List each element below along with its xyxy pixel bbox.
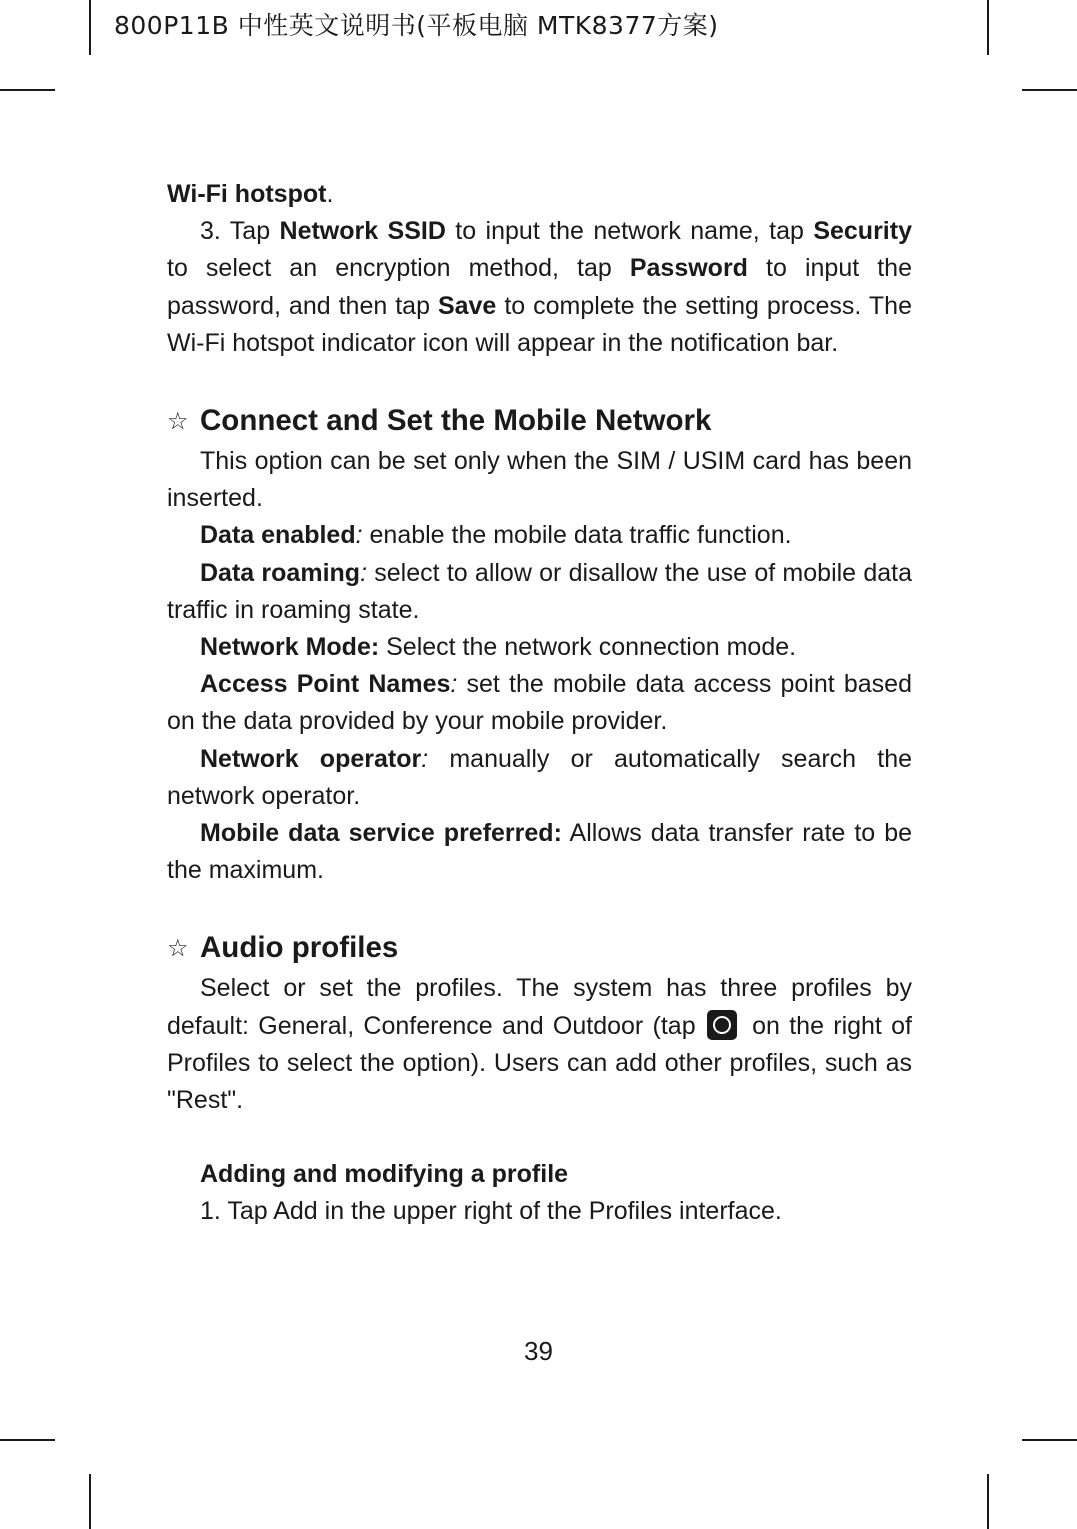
section-title: Audio profiles: [200, 931, 399, 965]
item-text: enable the mobile data traffic function.: [362, 521, 792, 550]
text-run: to select an encryption method, tap: [167, 254, 630, 283]
text-run: to input the network name, tap: [445, 217, 814, 246]
item-label: Data roaming: [200, 558, 361, 587]
text-run: Select or set the profiles. The system has three profiles by default: General, Conference and Outdoor (tap: [167, 974, 912, 1040]
page-content: [167, 176, 912, 1231]
crop-mark: [987, 1474, 989, 1529]
mobile-network-heading: [167, 399, 912, 443]
network-operator-item: [167, 741, 912, 815]
star-icon: ☆: [167, 934, 189, 963]
page-number: 39: [524, 1336, 553, 1366]
network-ssid-term: Network SSID: [279, 217, 446, 246]
subheading-text: Adding and modifying a profile: [200, 1160, 569, 1189]
spacer: [167, 362, 912, 399]
adding-profile-subheading: [167, 1156, 912, 1193]
audio-profiles-paragraph: [167, 970, 912, 1119]
crop-mark: [89, 1474, 91, 1529]
document-header-title: 800P11B 中性英文说明书(平板电脑 MTK8377方案): [114, 11, 719, 40]
crop-mark: [0, 89, 55, 91]
settings-icon: [707, 1010, 737, 1040]
text-run: on the right of Profiles to select the option). Users can add other profiles, such as "Rest".: [167, 1011, 912, 1115]
item-text: select to allow or disallow the use of mobile data traffic in roaming state.: [167, 558, 912, 624]
spacer: [167, 1119, 912, 1156]
security-term: Security: [813, 217, 912, 246]
data-enabled-item: [167, 517, 912, 554]
item-label: Data enabled: [200, 521, 356, 550]
crop-mark: [0, 1439, 55, 1441]
mobile-data-preferred-item: [167, 815, 912, 889]
item-label: Mobile data service preferred:: [200, 819, 562, 848]
item-separator: :: [355, 521, 363, 550]
save-term: Save: [437, 291, 497, 320]
audio-profiles-heading: [167, 926, 912, 970]
data-roaming-item: [167, 555, 912, 629]
network-mode-item: [167, 629, 912, 666]
item-separator: :: [360, 558, 368, 587]
step-number: 3. Tap: [200, 217, 280, 246]
hotspot-tail: .: [326, 180, 334, 208]
item-text: Select the network connection mode.: [379, 633, 797, 662]
crop-mark: [1022, 1439, 1077, 1441]
hotspot-term: Wi-Fi hotspot: [167, 180, 327, 208]
text-run: to complete the setting process. The Wi-Fi hotspot indicator icon will appear in the notification bar.: [167, 291, 912, 357]
item-text: Allows data transfer rate to be the maximum.: [167, 819, 912, 885]
item-label: Access Point Names: [200, 670, 451, 699]
item-label: Network operator: [200, 744, 422, 773]
item-separator: :: [450, 670, 458, 699]
item-text: manually or automatically search the network operator.: [167, 744, 912, 810]
crop-mark: [89, 0, 91, 55]
access-point-names-item: [167, 666, 912, 740]
crop-mark: [1022, 89, 1077, 91]
adding-profile-step-1: 1. Tap Add in the upper right of the Profiles interface.: [200, 1197, 782, 1226]
section-title: Connect and Set the Mobile Network: [200, 404, 712, 438]
text-run: to input the password, and then tap: [167, 254, 912, 320]
hotspot-line: [167, 176, 912, 213]
item-text: set the mobile data access point based on the data provided by your mobile provider.: [167, 670, 912, 736]
item-label: Network Mode:: [200, 633, 380, 662]
star-icon: ☆: [167, 407, 189, 436]
step-3-paragraph: [167, 213, 912, 362]
password-term: Password: [629, 254, 748, 283]
mobile-intro: This option can be set only when the SIM / USIM card has been inserted.: [167, 447, 912, 513]
crop-mark: [987, 0, 989, 55]
spacer: [167, 889, 912, 926]
item-separator: :: [421, 744, 429, 773]
